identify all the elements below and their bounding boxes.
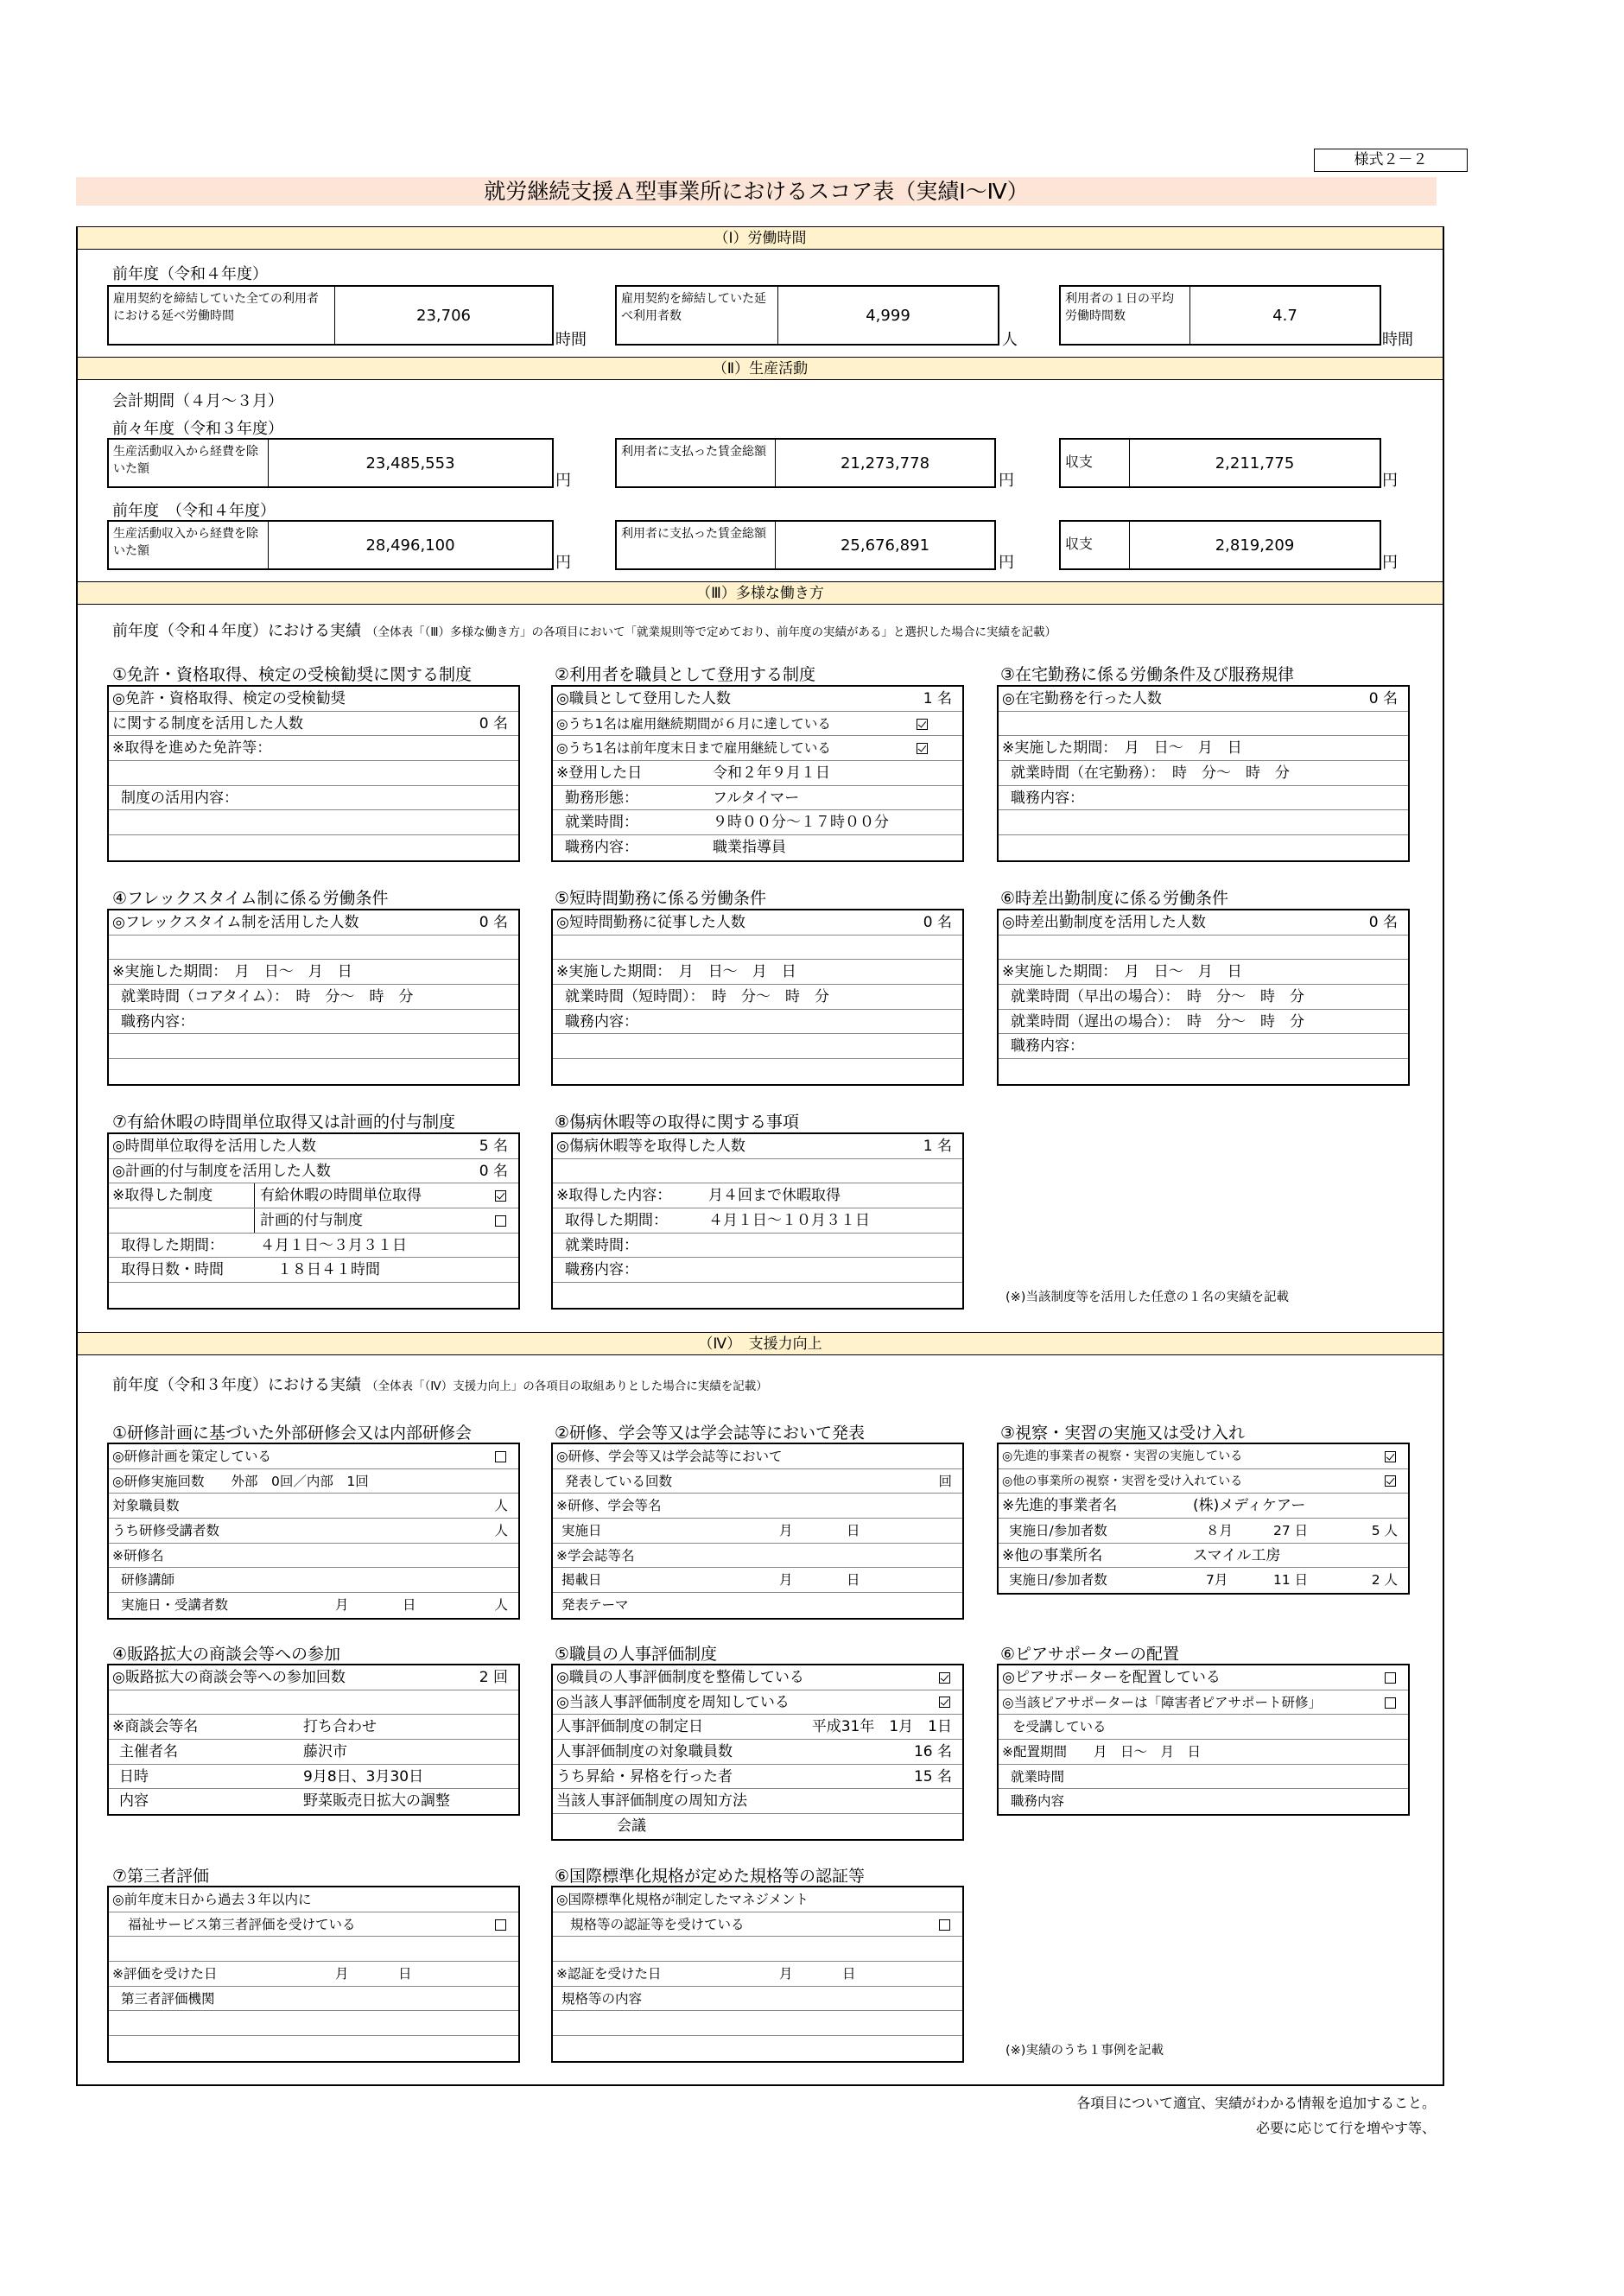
s4-p5-r3v: 平成31年 1月 1日 (811, 1718, 952, 1736)
section-3-header: （Ⅲ）多様な働き方 (78, 581, 1443, 605)
s3-p8-title: ⑧傷病休暇等の取得に関する事項 (555, 1113, 800, 1132)
s4-p4-r1v: 2 回 (479, 1669, 508, 1686)
checkbox-icon[interactable] (1385, 1672, 1396, 1684)
checkbox-icon[interactable] (495, 1451, 506, 1462)
s4-p5-title: ⑤職員の人事評価制度 (555, 1645, 718, 1664)
s2-y2-v3: 2,819,209 (1215, 536, 1295, 555)
checkbox-icon[interactable] (495, 1215, 506, 1227)
s4-p3-r4d: 27 日 (1273, 1523, 1309, 1539)
s3-p2-r6v: ９時００分～１７時００分 (713, 814, 889, 832)
s2-y1-l2: 利用者に支払った賃金総額 (617, 440, 776, 486)
s3-p5-r1v: 0 名 (923, 914, 952, 931)
s3-p7-r2v: 0 名 (479, 1162, 508, 1180)
s3-p7-r1v: 5 名 (479, 1138, 508, 1155)
s3-panel-7 (107, 1132, 520, 1310)
s4-p7-r4: ※評価を受けた日 (112, 1966, 218, 1982)
s4-footnote: (※)実績のうち１事例を記載 (1005, 2044, 1164, 2058)
s3-p3-r3: ※実施した期間： 月 日～ 月 日 (999, 736, 1408, 761)
s3-p6-r4: 就業時間（早出の場合）： 時 分～ 時 分 (999, 985, 1408, 1010)
section-2-header: （Ⅱ）生産活動 (78, 357, 1443, 380)
s3-p2-title: ②利用者を職員として登用する制度 (555, 665, 816, 684)
s3-p7-r3: ※取得した制度 (112, 1187, 213, 1205)
yen-unit: 円 (1382, 554, 1398, 572)
s1-b2-label: 雇用契約を締結していた延べ利用者数 (617, 287, 778, 344)
s4-p5-r7v: 会議 (617, 1817, 646, 1836)
s3-p4-r1v: 0 名 (479, 914, 508, 931)
s3-panel-3 (997, 685, 1410, 862)
s1-b1-value: 23,706 (416, 306, 471, 325)
s4-panel-4 (107, 1664, 520, 1816)
s3-intro-text: 前年度（令和４年度）における実績 (112, 622, 361, 640)
s4-p3-r5v: スマイル工房 (1193, 1546, 1281, 1564)
s3-p3-r1v: 0 名 (1368, 690, 1398, 707)
s3-p8-r5: 就業時間： (553, 1234, 962, 1259)
s4-p3-r3: ※先進的事業者名 (1002, 1497, 1118, 1515)
s3-p7-r5: 取得した期間： (121, 1236, 224, 1254)
s4-p3-r3v: (株)メディケアー (1193, 1497, 1306, 1515)
s4-p3-r4m: ８月 (1206, 1523, 1234, 1539)
s4-p5-r2: ◎当該人事評価制度を周知している (556, 1693, 790, 1711)
yen-unit: 円 (555, 472, 571, 490)
s3-panel-1 (107, 685, 520, 862)
s3-panel-2 (551, 685, 964, 862)
s1-b2-value: 4,999 (866, 306, 910, 325)
s2-y2-l3: 収支 (1061, 522, 1130, 568)
s3-p5-r5: 職務内容： (553, 1010, 962, 1035)
s4-p3-r1: ◎先進的事業者の視察・実習の実施している (1002, 1449, 1243, 1463)
checkbox-icon[interactable] (1385, 1451, 1396, 1462)
s4-panel-3 (997, 1443, 1410, 1595)
s4-p2-title: ②研修、学会等又は学会誌等において発表 (555, 1424, 866, 1443)
s3-p7-r2: ◎計画的付与制度を活用した人数 (112, 1162, 331, 1180)
s4-p8-r5: 規格等の内容 (553, 1987, 962, 2012)
s4-p5-r5: うち昇給・昇格を行った者 (556, 1767, 733, 1785)
s3-p7-r5v: ４月１日～３月３１日 (260, 1236, 407, 1254)
s3-p1-r5: 制度の活用内容： (109, 786, 518, 811)
s4-panel-2 (551, 1443, 964, 1620)
s4-p1-r7m: 月 (335, 1597, 349, 1614)
s2-y1-l1: 生産活動収入から経費を除いた額 (109, 440, 269, 486)
s4-p4-r3: ※商談会等名 (112, 1718, 199, 1736)
s3-p7-r4v: 計画的付与制度 (254, 1208, 363, 1233)
s3-p3-title: ③在宅勤務に係る労働条件及び服務規律 (1000, 665, 1295, 684)
s3-p7-r1: ◎時間単位取得を活用した人数 (112, 1138, 316, 1155)
s2-y2-box3 (1059, 520, 1381, 570)
s4-p1-title: ①研修計画に基づいた外部研修会又は内部研修会 (112, 1424, 473, 1443)
s4-p1-r7v: 人 (494, 1597, 508, 1614)
s4-p1-r2: ◎研修実施回数 外部 0回／内部 1回 (109, 1469, 518, 1494)
s4-p2-r4d: 日 (847, 1523, 860, 1539)
s1-b1-label: 雇用契約を締結していた全ての利用者における延べ労働時間 (109, 287, 335, 344)
s4-p5-r4v: 16 名 (913, 1743, 952, 1761)
s1-year: 前年度（令和４年度） (112, 265, 268, 283)
s3-p2-r5v: フルタイマー (713, 789, 800, 807)
s1-b3-unit: 時間 (1382, 331, 1413, 349)
footer-note-1: 各項目について適宜、実績がわかる情報を追加すること。 (1076, 2095, 1436, 2111)
s3-p1-r3: ※取得を進めた免許等： (109, 736, 518, 761)
checkbox-icon[interactable] (939, 1697, 950, 1708)
s4-p5-r6: 当該人事評価制度の周知方法 (553, 1789, 962, 1814)
s3-p5-title: ⑤短時間勤務に係る労働条件 (555, 889, 767, 908)
s4-p8-r4: ※認証を受けた日 (556, 1966, 662, 1982)
s4-panel-5 (551, 1664, 964, 1841)
s3-p3-r4: 就業時間（在宅勤務）： 時 分～ 時 分 (999, 761, 1408, 786)
s3-panel-6 (997, 909, 1410, 1086)
s4-p3-r6d: 11 日 (1273, 1572, 1309, 1589)
s4-p1-r5: ※研修名 (109, 1544, 518, 1569)
s4-p5-r4: 人事評価制度の対象職員数 (556, 1743, 733, 1761)
s1-box-users (615, 285, 999, 346)
s4-p7-r1: ◎前年度末日から過去３年以内に (109, 1887, 518, 1912)
s3-p2-r1: ◎職員として登用した人数 (556, 690, 731, 707)
checkbox-icon[interactable] (917, 719, 928, 730)
s4-p1-r1: ◎研修計画を策定している (112, 1449, 272, 1464)
s2-y2-box1 (107, 520, 554, 570)
s3-p7-r3v: 有給休暇の時間単位取得 (254, 1183, 422, 1208)
s4-p6-r3: を受講している (999, 1715, 1408, 1740)
s3-p2-r3: ◎うち1名は前年度末日まで雇用継続している (556, 740, 831, 757)
s3-p1-r2: に関する制度を活用した人数 (112, 714, 303, 733)
s3-p6-title: ⑥時差出勤制度に係る労働条件 (1000, 889, 1229, 908)
s3-p6-r3: ※実施した期間： 月 日～ 月 日 (999, 960, 1408, 985)
s4-p2-r3: ※研修、学会等名 (553, 1494, 962, 1519)
s3-p6-r1: ◎時差出勤制度を活用した人数 (1002, 914, 1206, 931)
s3-footnote: (※)当該制度等を活用した任意の１名の実績を記載 (1005, 1291, 1289, 1304)
s4-p1-r7: 実施日・受講者数 (121, 1597, 229, 1614)
s4-p2-r7: 発表テーマ (561, 1597, 629, 1614)
s3-p7-r6v: １８日４１時間 (277, 1261, 380, 1279)
s3-panel-4 (107, 909, 520, 1086)
s2-y1-v2: 21,273,778 (840, 453, 930, 473)
s4-p3-r6m: 7月 (1206, 1572, 1228, 1589)
s3-p5-r1: ◎短時間勤務に従事した人数 (556, 914, 745, 931)
s3-p8-r3v: 月４回まで休暇取得 (708, 1187, 841, 1205)
s3-p5-r3: ※実施した期間： 月 日～ 月 日 (553, 960, 962, 985)
s4-p3-title: ③視察・実習の実施又は受け入れ (1000, 1424, 1246, 1443)
s4-p2-r4m: 月 (779, 1523, 793, 1539)
s2-y2-box2 (615, 520, 996, 570)
s4-panel-8 (551, 1886, 964, 2063)
s4-p1-r6: 研修講師 (109, 1568, 518, 1593)
s4-p6-r5: 就業時間 (999, 1765, 1408, 1790)
s3-p4-title: ④フレックスタイム制に係る労働条件 (112, 889, 389, 908)
s1-box-avg (1059, 285, 1381, 346)
s4-p3-r4: 実施日/参加者数 (1009, 1523, 1107, 1539)
s3-p1-title: ①免許・資格取得、検定の受検勧奨に関する制度 (112, 665, 473, 684)
s4-p7-r5: 第三者評価機関 (109, 1987, 518, 2012)
s1-b1-unit: 時間 (555, 331, 587, 349)
s3-p1-r1: ◎免許・資格取得、検定の受検勧奨 (109, 687, 518, 712)
s2-year2: 前年度 （令和４年度） (112, 502, 276, 520)
s4-intro (112, 1373, 768, 1395)
s2-period: 会計期間（４月～３月） (112, 392, 283, 410)
s3-p4-r3: ※実施した期間： 月 日～ 月 日 (109, 960, 518, 985)
s3-p3-r1: ◎在宅勤務を行った人数 (1002, 690, 1162, 707)
s2-y1-box3 (1059, 438, 1381, 488)
s4-p7-r4m: 月 (335, 1966, 349, 1982)
s3-p2-r7v: 職業指導員 (713, 839, 786, 857)
yen-unit: 円 (1382, 472, 1398, 490)
s4-intro-text: 前年度（令和３年度）における実績 (112, 1376, 361, 1394)
s4-p5-r3: 人事評価制度の制定日 (556, 1718, 703, 1736)
s3-p6-r5: 就業時間（遅出の場合）： 時 分～ 時 分 (999, 1010, 1408, 1035)
s4-p2-r5: ※学会誌等名 (553, 1544, 962, 1569)
s3-p2-r5: 勤務形態： (565, 789, 638, 807)
s4-p2-r2v: 回 (938, 1473, 952, 1489)
s3-p2-r7: 職務内容： (565, 839, 638, 857)
s1-b3-label: 利用者の１日の平均労働時間数 (1061, 287, 1190, 344)
s4-p5-r1: ◎職員の人事評価制度を整備している (556, 1669, 804, 1686)
s2-year1: 前々年度（令和３年度） (112, 420, 283, 438)
s3-intro (112, 618, 1056, 641)
s3-p2-r2: ◎うち1名は雇用継続期間が６月に達している (556, 715, 831, 732)
s4-p7-r2: 福祉サービス第三者評価を受けている (128, 1916, 356, 1932)
checkbox-icon[interactable] (1385, 1475, 1396, 1487)
s2-y1-l3: 収支 (1061, 440, 1130, 486)
checkbox-icon[interactable] (917, 743, 928, 754)
s4-p4-r3v: 打ち合わせ (303, 1718, 377, 1736)
s2-y2-v2: 25,676,891 (840, 536, 930, 555)
s4-p1-r7d: 日 (403, 1597, 416, 1614)
s4-panel-7 (107, 1886, 520, 2063)
s3-p4-r4: 就業時間（コアタイム）： 時 分～ 時 分 (109, 985, 518, 1010)
s4-p2-r6d: 日 (847, 1572, 860, 1589)
s4-p1-r4v: 人 (494, 1523, 508, 1539)
s4-p4-r5v: 9月8日、3月30日 (303, 1767, 424, 1785)
section-4-header: （Ⅳ） 支援力向上 (78, 1332, 1443, 1355)
s4-p8-r2: 規格等の認証等を受けている (570, 1916, 745, 1932)
s2-y1-v3: 2,211,775 (1215, 453, 1295, 473)
s2-y1-box1 (107, 438, 554, 488)
checkbox-icon[interactable] (939, 1672, 950, 1684)
s2-y2-l2: 利用者に支払った賃金総額 (617, 522, 776, 568)
section-1-header: （Ⅰ）労働時間 (78, 226, 1443, 250)
s3-p4-r5: 職務内容： (109, 1010, 518, 1035)
s4-p8-r4d: 日 (842, 1966, 856, 1982)
s3-p8-r3: ※取得した内容： (556, 1187, 672, 1205)
s3-p8-r1: ◎傷病休暇等を取得した人数 (556, 1138, 745, 1155)
s4-p4-r4v: 藤沢市 (303, 1743, 347, 1761)
s3-p8-r4v: ４月１日～１０月３１日 (708, 1212, 870, 1230)
s4-p6-r1: ◎ピアサポーターを配置している (1002, 1669, 1221, 1686)
s4-p6-r6: 職務内容 (1011, 1793, 1065, 1810)
s4-p2-r6m: 月 (779, 1572, 793, 1589)
s2-y1-v1: 23,485,553 (365, 453, 455, 473)
s4-p3-r2: ◎他の事業所の視察・実習を受け入れている (1002, 1474, 1243, 1488)
s3-panel-5 (551, 909, 964, 1086)
checkbox-icon[interactable] (1385, 1697, 1396, 1709)
s4-p4-title: ④販路拡大の商談会等への参加 (112, 1645, 341, 1664)
yen-unit: 円 (555, 554, 571, 572)
s4-intro-note: （全体表「（Ⅳ）支援力向上」の各項目の取組ありとした場合に実績を記載） (366, 1380, 768, 1393)
s4-p3-r5: ※他の事業所名 (1002, 1546, 1103, 1564)
s3-p2-r6: 就業時間： (565, 814, 638, 832)
s3-p6-r6: 職務内容： (999, 1034, 1408, 1059)
s3-p8-r4: 取得した期間： (565, 1212, 668, 1230)
s4-p3-r6v: 2 人 (1371, 1572, 1398, 1589)
s4-p6-r2: ◎当該ピアサポーターは「障害者ピアサポート研修」 (1002, 1694, 1323, 1710)
page-title: 就労継続支援Ａ型事業所におけるスコア表（実績Ⅰ～Ⅳ） (76, 177, 1437, 206)
s3-panel-8 (551, 1132, 964, 1310)
s4-p8-title: ⑥国際標準化規格が定めた規格等の認証等 (555, 1867, 866, 1886)
s4-p4-r1: ◎販路拡大の商談会等への参加回数 (112, 1669, 346, 1686)
s3-intro-note: （全体表「（Ⅲ）多様な働き方」の各項目において「就業規則等で定めており、前年度の実績がある」と選択した場合に実績を記載） (366, 625, 1057, 639)
s4-p8-r1: ◎国際標準化規格が制定したマネジメント (553, 1887, 962, 1912)
s4-panel-1 (107, 1443, 520, 1620)
s4-p8-r4m: 月 (779, 1966, 793, 1982)
s1-b3-value: 4.7 (1272, 306, 1297, 325)
s3-p2-r4v: 令和２年９月１日 (713, 764, 830, 783)
s3-p8-r6: 職務内容： (553, 1258, 962, 1283)
s2-y2-v1: 28,496,100 (365, 536, 455, 555)
s4-p2-r2: 発表している回数 (565, 1473, 673, 1489)
s3-p8-r1v: 1 名 (923, 1138, 952, 1155)
yen-unit: 円 (999, 472, 1014, 490)
footer-note-2: 必要に応じて行を増やす等、 (1255, 2120, 1436, 2136)
s2-y2-l1: 生産活動収入から経費を除いた額 (109, 522, 269, 568)
s3-p2-r4: ※登用した日 (556, 764, 643, 783)
s4-panel-6 (997, 1664, 1410, 1816)
yen-unit: 円 (999, 554, 1014, 572)
s3-p1-r2v: 0 名 (479, 714, 508, 733)
s4-p4-r6v: 野菜販売日拡大の調整 (303, 1792, 450, 1811)
s3-p3-r5: 職務内容： (999, 786, 1408, 811)
s3-p7-title: ⑦有給休暇の時間単位取得又は計画的付与制度 (112, 1113, 456, 1132)
s3-p4-r1: ◎フレックスタイム制を活用した人数 (112, 914, 359, 931)
s4-p2-r4: 実施日 (561, 1523, 602, 1539)
s3-p6-r1v: 0 名 (1368, 914, 1398, 931)
checkbox-icon[interactable] (495, 1919, 506, 1931)
s4-p1-r3v: 人 (494, 1498, 508, 1514)
checkbox-icon[interactable] (495, 1190, 506, 1202)
s1-box-hours (107, 285, 554, 346)
s4-p4-r6: 内容 (119, 1792, 149, 1811)
s4-p4-r5: 日時 (119, 1767, 149, 1785)
s1-b2-unit: 人 (1002, 331, 1018, 349)
s4-p6-title: ⑥ピアサポーターの配置 (1000, 1645, 1180, 1664)
s4-p4-r4: 主催者名 (119, 1743, 178, 1761)
s4-p5-r5v: 15 名 (913, 1767, 952, 1785)
s3-p2-r1v: 1 名 (923, 690, 952, 707)
s4-p1-r4: うち研修受講者数 (112, 1523, 220, 1539)
form-number: 様式２－２ (1314, 149, 1468, 172)
s4-p2-r1: ◎研修、学会等又は学会誌等において (553, 1444, 962, 1469)
s4-p3-r6: 実施日/参加者数 (1009, 1572, 1107, 1589)
s4-p6-r4: ※配置期間 月 日～ 月 日 (999, 1740, 1408, 1765)
s3-p7-r6: 取得日数・時間 (121, 1261, 224, 1279)
s4-p3-r4v: 5 人 (1371, 1523, 1398, 1539)
checkbox-icon[interactable] (939, 1919, 950, 1931)
s4-p1-r3: 対象職員数 (112, 1498, 180, 1514)
s2-y1-box2 (615, 438, 996, 488)
s3-p5-r4: 就業時間（短時間）： 時 分～ 時 分 (553, 985, 962, 1010)
s4-p7-r4d: 日 (398, 1966, 412, 1982)
s4-p2-r6: 掲載日 (561, 1572, 602, 1589)
s4-p7-title: ⑦第三者評価 (112, 1867, 210, 1886)
